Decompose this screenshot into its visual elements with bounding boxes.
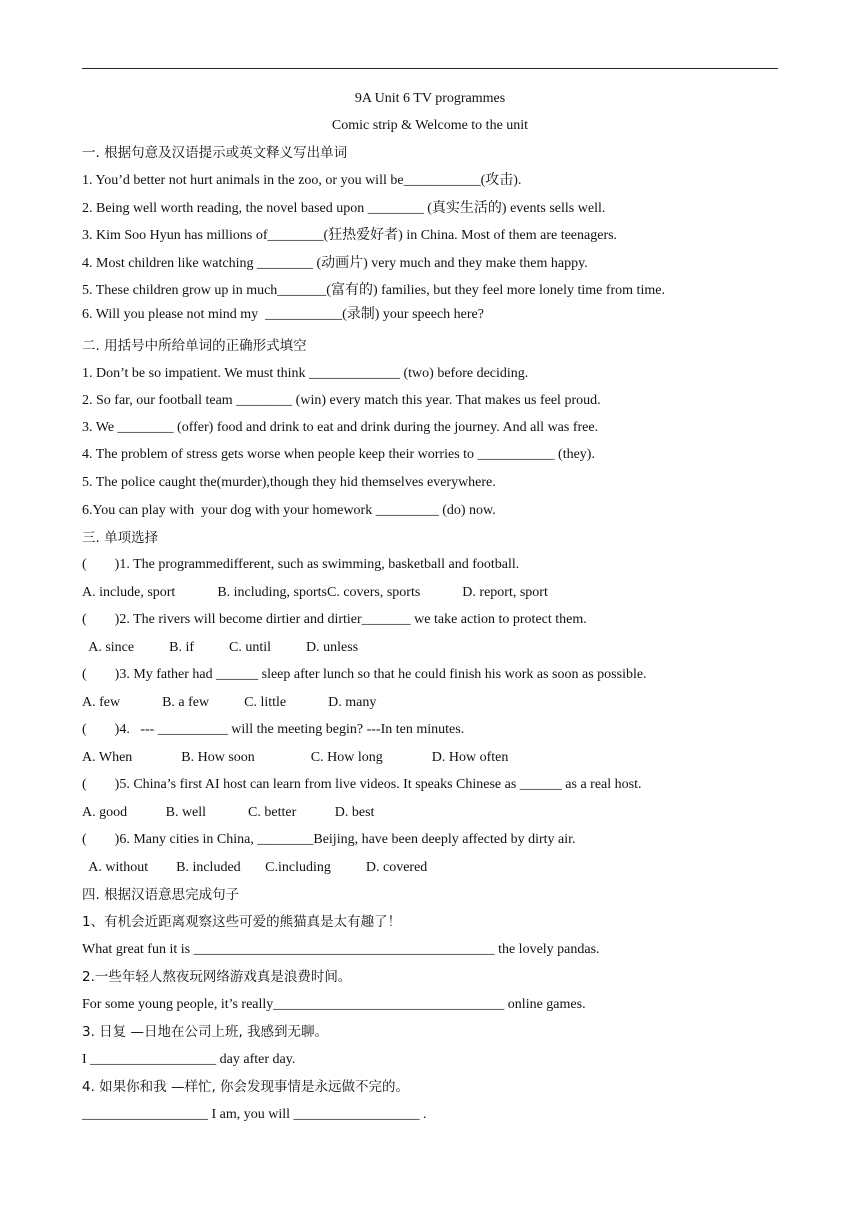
section2-item: 1. Don’t be so impatient. We must think _____________ (two) before deciding. (82, 366, 529, 381)
mc-options: A. include, sport B. including, sportsC. covers, sports D. report, sport (82, 585, 548, 600)
section2-item: 3. We ________ (offer) food and drink to eat and drink during the journey. And all was free. (82, 420, 599, 435)
section4-heading: 四. 根据汉语意思完成句子 (82, 887, 240, 903)
section2-item: 5. The police caught the(murder),though they hid themselves everywhere. (82, 475, 496, 490)
translation-prompt: 3. 日复 —日地在公司上班, 我感到无聊。 (82, 1024, 329, 1040)
mc-question: ( )1. The programmedifferent, such as swimming, basketball and football. (82, 557, 520, 572)
mc-options: A. without B. included C.including D. covered (82, 860, 428, 875)
translation-prompt: 2.一些年轻人熬夜玩网络游戏真是浪费时间。 (82, 969, 352, 985)
translation-prompt: 4. 如果你和我 —样忙, 你会发现事情是永远做不完的。 (82, 1079, 410, 1095)
section2-heading: 二. 用括号中所给单词的正确形式填空 (82, 338, 307, 354)
section1-item: 6. Will you please not mind my ___________(录制) your speech here? (82, 307, 484, 322)
section3-heading: 三. 单项选择 (82, 530, 159, 546)
mc-question: ( )6. Many cities in China, ________Beijing, have been deeply affected by dirty air. (82, 832, 576, 847)
section2-item: 2. So far, our football team ________ (win) every match this year. That makes us feel proud. (82, 393, 601, 408)
mc-options: A. When B. How soon C. How long D. How often (82, 750, 509, 765)
mc-question: ( )2. The rivers will become dirtier and dirtier_______ we take action to protect them. (82, 612, 587, 627)
mc-question: ( )4. --- __________ will the meeting begin? ---In ten minutes. (82, 722, 465, 737)
section1-item: 2. Being well worth reading, the novel based upon ________ (真实生活的) events sells well. (82, 201, 606, 216)
section1-item: 3. Kim Soo Hyun has millions of________(狂热爱好者) in China. Most of them are teenagers. (82, 228, 618, 243)
mc-options: A. few B. a few C. little D. many (82, 695, 377, 710)
mc-question: ( )5. China’s first AI host can learn from live videos. It speaks Chinese as ______ as a real host. (82, 777, 642, 792)
page-title: 9A Unit 6 TV programmes (354, 91, 506, 106)
header-rule (82, 68, 778, 69)
section2-item: 4. The problem of stress gets worse when people keep their worries to ___________ (they). (82, 447, 595, 462)
section1-heading: 一. 根据句意及汉语提示或英文释义写出单词 (82, 145, 348, 161)
mc-question: ( )3. My father had ______ sleep after lunch so that he could finish his work as soon as possible. (82, 667, 647, 682)
page-subtitle: Comic strip & Welcome to the unit (331, 118, 529, 133)
mc-options: A. good B. well C. better D. best (82, 805, 375, 820)
section1-item: 4. Most children like watching ________ (动画片) very much and they make them happy. (82, 256, 588, 271)
translation-answer-line: __________________ I am, you will __________________ . (82, 1107, 427, 1122)
translation-prompt: 1、有机会近距离观察这些可爱的熊猫真是太有趣了！ (82, 914, 402, 930)
mc-options: A. since B. if C. until D. unless (82, 640, 359, 655)
translation-answer-line: What great fun it is ___________________________________________ the lovely pandas. (82, 942, 600, 957)
section1-item: 1. You’d better not hurt animals in the zoo, or you will be___________(攻击). (82, 173, 522, 188)
translation-answer-line: For some young people, it’s really_________________________________ online games. (82, 997, 586, 1012)
section2-item: 6.You can play with your dog with your homework _________ (do) now. (82, 503, 496, 518)
section1-item: 5. These children grow up in much_______(富有的) families, but they feel more lonely time from time. (82, 283, 665, 298)
translation-answer-line: I __________________ day after day. (82, 1052, 296, 1067)
